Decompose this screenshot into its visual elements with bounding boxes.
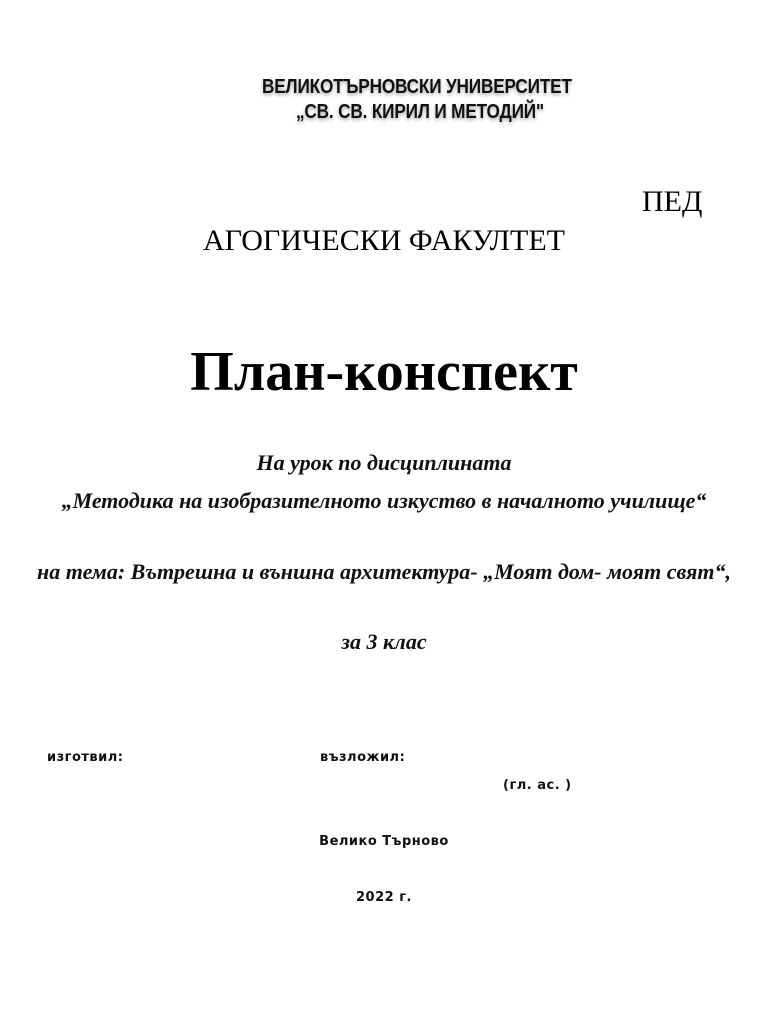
university-crest (95, 42, 235, 214)
faculty-name-part2: АГОГИЧЕСКИ ФАКУЛТЕТ (202, 224, 565, 257)
city-name: Велико Търново (319, 834, 449, 849)
document-title: План-конспект (190, 341, 578, 403)
university-name-line2: „СВ. СВ. КИРИЛ И МЕТОДИЙ" (296, 101, 544, 123)
subtitle-discipline-intro: На урок по дисциплината (256, 450, 512, 475)
subtitle-discipline-name: „Методика на изобразителното изкуство в началното училище“ (61, 488, 707, 513)
subtitle-grade: за 3 клас (341, 629, 427, 654)
assigned-by-label: възложил: (320, 750, 406, 765)
faculty-name-part1: ПЕД (642, 185, 703, 218)
subtitle-topic: на тема: Вътрешна и външна архитектура- „Моят дом- моят свят“, (37, 559, 731, 584)
prepared-by-label: изготвил: (47, 750, 124, 765)
university-name-line1: ВЕЛИКОТЪРНОВСКИ УНИВЕРСИТЕТ (262, 76, 572, 98)
assigner-rank: (гл. ас. ) (503, 778, 572, 793)
document-year: 2022 г. (356, 890, 412, 905)
